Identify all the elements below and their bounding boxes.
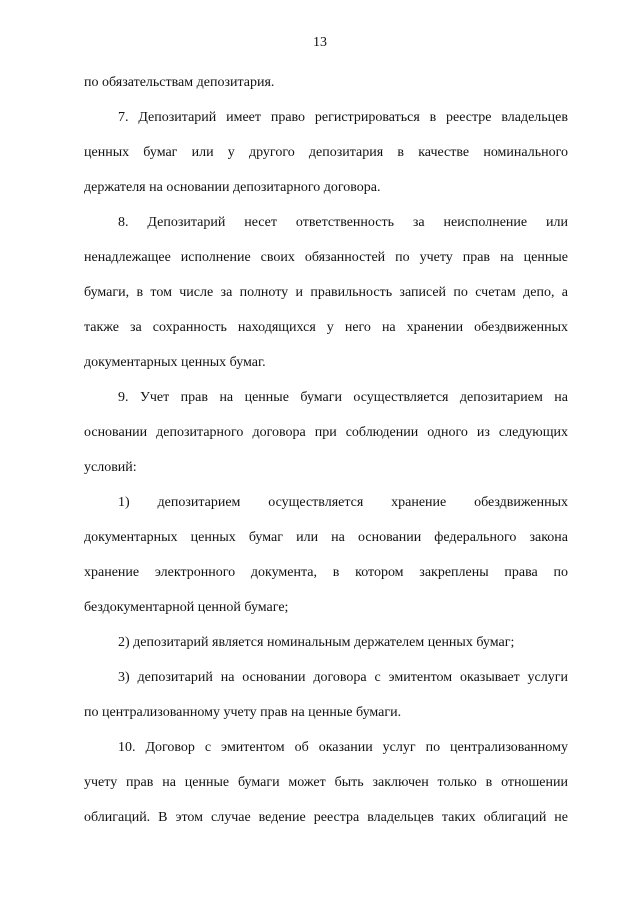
text-line: документарных ценных бумаг. <box>84 355 266 370</box>
text-line: основании депозитарного договора при соблюдении одного из следующих <box>84 425 568 440</box>
text-line: бездокументарной ценной бумаге; <box>84 600 289 615</box>
text-line: ценных бумаг или у другого депозитария в качестве номинального <box>84 145 568 160</box>
text-line: учету прав на ценные бумаги может быть заключен только в отношении <box>84 775 568 790</box>
text-line: 3) депозитарий на основании договора с эмитентом оказывает услуги <box>118 670 568 685</box>
text-line: облигаций. В этом случае ведение реестра владельцев таких облигаций не <box>84 810 568 825</box>
text-line: условий: <box>84 460 137 475</box>
text-line: 9. Учет прав на ценные бумаги осуществляется депозитарием на <box>118 390 568 405</box>
text-line: ненадлежащее исполнение своих обязанностей по учету прав на ценные <box>84 250 568 265</box>
text-line: документарных ценных бумаг или на основании федерального закона <box>84 530 568 545</box>
text-line: бумаги, в том числе за полноту и правильность записей по счетам депо, а <box>84 285 568 300</box>
text-line: 7. Депозитарий имеет право регистрироваться в реестре владельцев <box>118 110 568 125</box>
text-line: по централизованному учету прав на ценные бумаги. <box>84 705 402 720</box>
text-line: держателя на основании депозитарного договора. <box>84 180 381 195</box>
text-line: 10. Договор с эмитентом об оказании услуг по централизованному <box>118 740 568 755</box>
text-line: хранение электронного документа, в котором закреплены права по <box>84 565 568 580</box>
page-number: 13 <box>313 35 327 50</box>
text-line: также за сохранность находящихся у него на хранении обездвиженных <box>84 320 568 335</box>
text-line: 1) депозитарием осуществляется хранение обездвиженных <box>118 495 568 510</box>
text-line: 8. Депозитарий несет ответственность за неисполнение или <box>118 215 568 230</box>
text-line: 2) депозитарий является номинальным держателем ценных бумаг; <box>118 635 515 650</box>
text-line: по обязательствам депозитария. <box>84 75 275 90</box>
